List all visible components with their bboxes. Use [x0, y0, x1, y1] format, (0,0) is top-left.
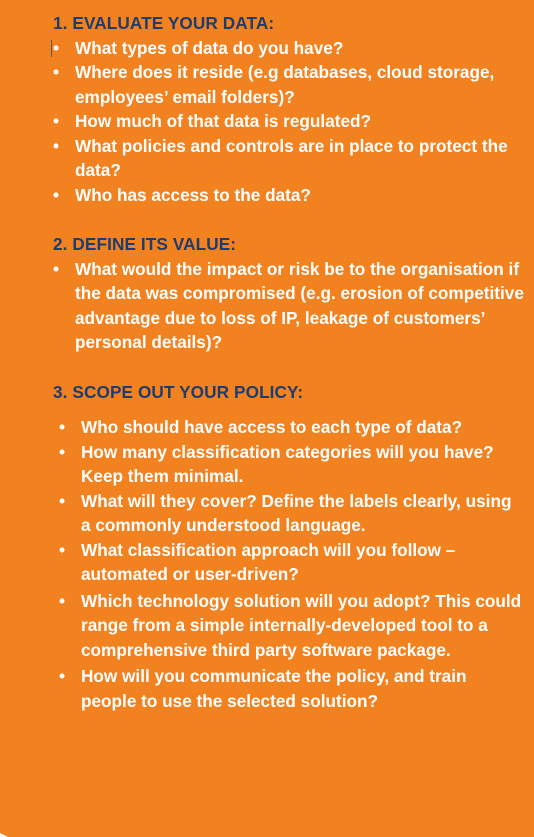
list-item: • Who has access to the data?	[53, 183, 524, 208]
section-title-evaluate: 1. EVALUATE YOUR DATA:	[53, 13, 275, 33]
list-item: • Who should have access to each type of data?	[59, 415, 524, 440]
section-title-scope: 3. SCOPE OUT YOUR POLICY:	[53, 381, 304, 402]
list-item: • What policies and controls are in place to protect the data?	[53, 134, 524, 183]
list-item: • What will they cover? Define the labels clearly, using a commonly understood language.	[59, 489, 524, 538]
list-item: • What would the impact or risk be to the organisation if the data was compromised (e.g. erosion of competitive advantage due to loss of IP, leakage of customers’ personal details)?	[53, 257, 524, 355]
checklist-content	[53, 11, 524, 738]
text-cursor	[51, 40, 52, 57]
section-evaluate-data	[53, 11, 524, 207]
list-item: • Where does it reside (e.g databases, cloud storage, employees’ email folders)?	[53, 60, 524, 109]
list-item: • How much of that data is regulated?	[53, 109, 524, 134]
scope-list	[59, 415, 524, 713]
list-item: • Which technology solution will you adopt? This could range from a simple internally-developed tool to a comprehensive third party software package.	[59, 589, 524, 663]
section-scope-policy	[53, 380, 524, 714]
evaluate-list	[53, 36, 524, 208]
list-item: • How will you communicate the policy, and train people to use the selected solution?	[59, 664, 524, 713]
list-item: • How many classification categories will you have? Keep them minimal.	[59, 440, 524, 489]
section-define-value	[53, 232, 524, 355]
list-item: • What types of data do you have?	[53, 36, 524, 61]
define-list	[53, 257, 524, 355]
section-title-define: 2. DEFINE ITS VALUE:	[53, 234, 237, 254]
list-item: • What classification approach will you follow – automated or user-driven?	[59, 538, 524, 587]
